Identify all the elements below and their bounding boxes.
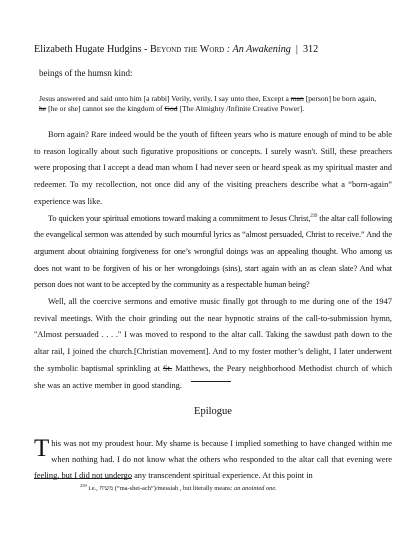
- epilogue-text: [34, 436, 392, 484]
- quote-struck-word: he: [39, 104, 47, 113]
- footnote-text: (“ma-shei-ach”)/messiah , but literally means:: [113, 485, 234, 493]
- paragraph-text: To quicken your spiritual emotions toward making a commitment to Jesus Christ,: [48, 213, 311, 223]
- paragraph-text: Well, all the coercive sermons and emotive music finally got through to me during one of the 1947 revival meetings. With the choir grinding out the near hypnotic strains of the call-to-submission hymn, "Almost persuaded . . . ." I was moved to respond to the altar call. Taking the sawdust path down to the altar rail, I joined the church.[Christian movement]. And to my foster mother’s delight, I later underwent the symbolic baptismal sprinkling at: [34, 297, 392, 373]
- quote-struck-word: God: [164, 104, 178, 113]
- header-author: Elizabeth Hugate Hudgins -: [34, 44, 150, 55]
- footnote-number: 239: [80, 483, 87, 488]
- struck-word: St.: [163, 363, 173, 373]
- header-separator: |: [295, 44, 298, 55]
- quote-text: [he or she] cannot see the kingdom of: [46, 104, 165, 113]
- paragraph: [34, 211, 392, 295]
- quote-text: [The Almighty /Infinite Creative Power].: [177, 104, 305, 113]
- paragraph: Born again? Rare indeed would be the youth of fifteen years who is mature enough of mind to be able to reason logically about such figurative propositions or concepts. I surely wasn't. Still, these preachers were proposing that I accept a dead man whom I had never seen or heard speak as my spiritual master and redeemer. To my recollection, not once did any of the visiting preachers describe what a “born-again” experience was like.: [34, 130, 392, 206]
- intro-line: beings of the humsn kind:: [39, 68, 133, 78]
- footnote-hebrew: משיח: [99, 485, 114, 493]
- document-page: [34, 0, 392, 544]
- body-text: [34, 127, 392, 394]
- paragraph: [34, 294, 392, 394]
- section-divider: [191, 381, 231, 382]
- paragraph-text: Matthews, the Peary neighborhood Methodist church of which she was an active member in good standing.: [34, 363, 393, 390]
- scripture-quote: [39, 94, 379, 114]
- epilogue-heading: Epilogue: [194, 406, 232, 417]
- quote-text: [person] be born again,: [303, 94, 377, 103]
- footnote-italic: an anointed one.: [234, 485, 277, 493]
- running-header: [34, 44, 392, 55]
- header-subtitle: : An Awakening: [224, 44, 291, 55]
- epilogue-paragraph: his was not my proudest hour. My shame is because I implied something to have changed within me when nothing had. I do not know what the others who responded to the altar call that evening were feeling, but I did not undergo any transcendent spiritual experience. At this point in: [34, 439, 392, 480]
- quote-struck-word: man: [290, 94, 304, 103]
- footnote-rule: [34, 478, 132, 479]
- footnote-ref[interactable]: 239: [310, 213, 318, 219]
- footnote-text: i.e.,: [86, 485, 100, 493]
- drop-cap: T: [34, 435, 50, 462]
- page-number: 312: [302, 44, 319, 55]
- quote-text: Jesus answered and said unto him [a rabbi] Verily, verily, I say unto thee, Except a: [39, 94, 291, 103]
- header-series: Beyond the Word: [150, 44, 225, 55]
- paragraph-text: the altar call following the evangelical sermon was attended by such mournful lyrics as “almost persuaded, Christ to receive.” And the argument about obtaining forgiveness for one’s wrongful doings was an appealing thought. Who among us does not want to be forgiven of his or her wrongdoings (sins), start again with an as clean slate? And what person does not want to be accepted by the community as a respectable human being?: [34, 213, 392, 290]
- footnote: [80, 483, 277, 492]
